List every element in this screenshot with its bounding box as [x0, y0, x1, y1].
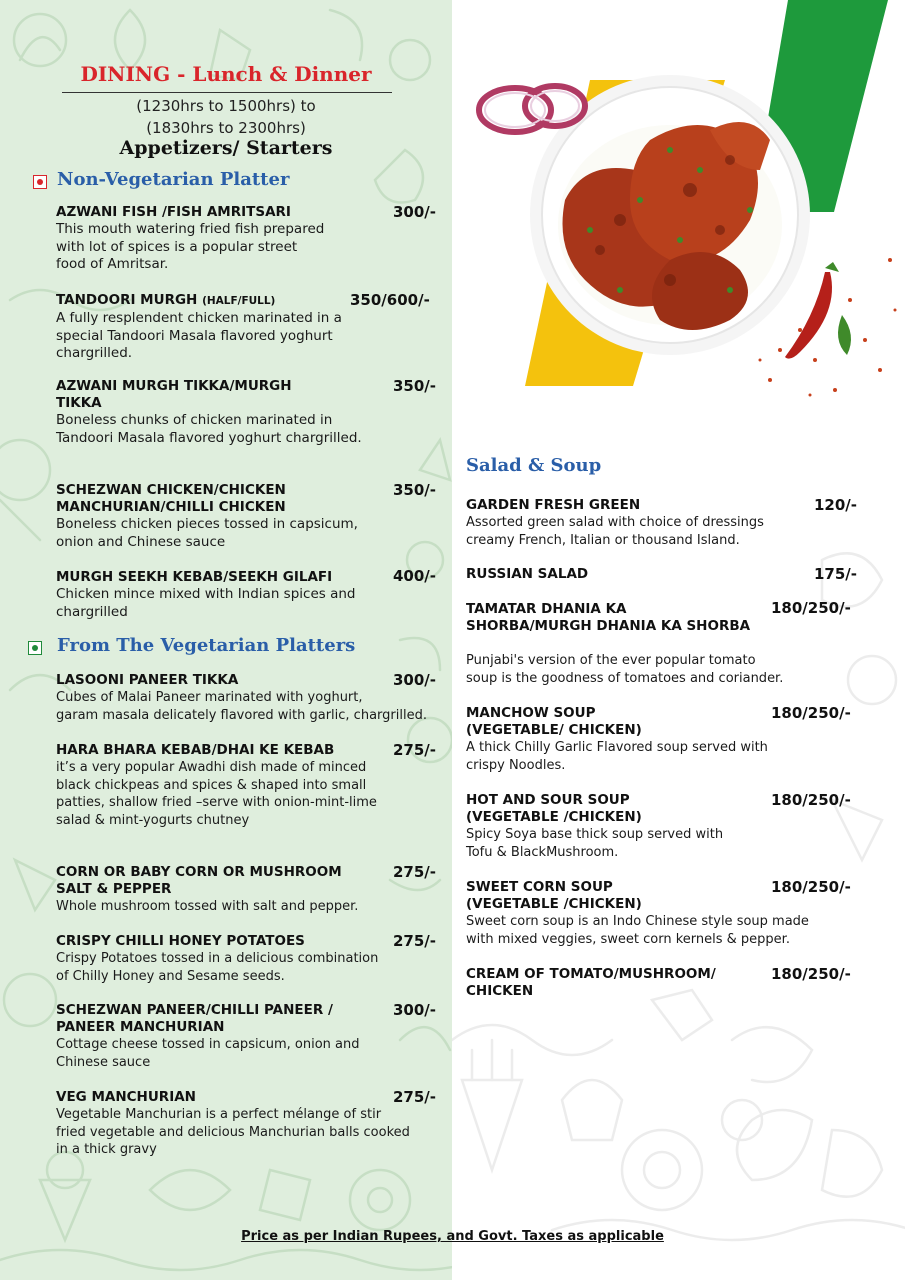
- item-name: MANCHOW SOUP (VEGETABLE/ CHICKEN): [466, 705, 642, 738]
- left-panel: [0, 0, 452, 1280]
- menu-item: [56, 672, 451, 724]
- menu-item: [56, 933, 446, 985]
- item-name: CORN OR BABY CORN OR MUSHROOM SALT & PEPPER: [56, 864, 342, 897]
- non-veg-symbol-icon: [33, 175, 47, 189]
- item-name: AZWANI MURGH TIKKA/MURGH TIKKA: [56, 378, 292, 411]
- item-name: GARDEN FRESH GREEN: [466, 497, 641, 513]
- item-name: RUSSIAN SALAD: [466, 566, 589, 582]
- veg-symbol-icon: [28, 641, 42, 655]
- item-name: SCHEZWAN PANEER/CHILLI PANEER / PANEER MANCHURIAN: [56, 1002, 333, 1035]
- item-name-suffix: (HALF/FULL): [202, 295, 276, 307]
- menu-item: [56, 864, 446, 916]
- menu-item: [56, 1089, 446, 1159]
- item-price: 180/250/-: [771, 791, 851, 809]
- item-price: 350/-: [393, 377, 437, 395]
- menu-item: [56, 1002, 446, 1071]
- item-name: LASOONI PANEER TIKKA: [56, 672, 239, 688]
- item-name: MURGH SEEKH KEBAB/SEEKH GILAFI: [56, 569, 333, 585]
- item-description: Punjabi's version of the ever popular tomato soup is the goodness of tomatoes and coriander.: [466, 653, 784, 686]
- item-description: A fully resplendent chicken marinated in a special Tandoori Masala flavored yoghurt chargrilled.: [56, 310, 342, 361]
- item-price: 180/250/-: [771, 965, 851, 983]
- item-name: VEG MANCHURIAN: [56, 1089, 196, 1105]
- item-name: CRISPY CHILLI HONEY POTATOES: [56, 933, 305, 949]
- menu-item: [56, 482, 446, 551]
- item-price: 350/-: [393, 481, 437, 499]
- item-description: Assorted green salad with choice of dressings creamy French, Italian or thousand Island.: [466, 515, 764, 548]
- title-divider: [62, 92, 392, 93]
- tandoori-chicken-plate-image: [470, 0, 905, 420]
- item-name: HARA BHARA KEBAB/DHAI KE KEBAB: [56, 742, 335, 758]
- item-name-text: TANDOORI MURGH: [56, 292, 198, 308]
- item-name: CREAM OF TOMATO/MUSHROOM/ CHICKEN: [466, 966, 716, 999]
- item-price: 300/-: [393, 671, 437, 689]
- menu-subheading: Appetizers/ Starters: [119, 137, 333, 159]
- item-price: 275/-: [393, 1088, 437, 1106]
- item-description: Cubes of Malai Paneer marinated with yoghurt, garam masala delicately flavored with garlic, chargrilled.: [56, 690, 427, 723]
- item-description: Sweet corn soup is an Indo Chinese style soup made with mixed veggies, sweet corn kernels & pepper.: [466, 914, 809, 947]
- item-price: 120/-: [814, 496, 858, 514]
- item-name: SWEET CORN SOUP (VEGETABLE /CHICKEN): [466, 879, 642, 912]
- item-price: 275/-: [393, 932, 437, 950]
- menu-item: [56, 742, 446, 829]
- hours-line-2: (1830hrs to 2300hrs): [146, 119, 306, 137]
- item-description: A thick Chilly Garlic Flavored soup served with crispy Noodles.: [466, 740, 768, 773]
- menu-item: [466, 497, 866, 549]
- item-description: Vegetable Manchurian is a perfect mélange of stir fried vegetable and delicious Manchurian balls cooked in a thick gravy: [56, 1107, 410, 1157]
- item-description: Spicy Soya base thick soup served with Tofu & BlackMushroom.: [466, 827, 724, 860]
- menu-item: [466, 566, 866, 583]
- menu-item: [56, 378, 451, 447]
- item-price: 350/600/-: [350, 291, 430, 309]
- item-description: it’s a very popular Awadhi dish made of minced black chickpeas and spices & shaped into small patties, shallow fried –serve with onion-mint-lime salad & mint-yogurts chutney: [56, 760, 377, 828]
- item-description: Whole mushroom tossed with salt and pepper.: [56, 899, 359, 914]
- hours-line-1: (1230hrs to 1500hrs) to: [136, 97, 316, 115]
- item-name: TAMATAR DHANIA KA SHORBA/MURGH DHANIA KA SHORBA: [466, 601, 751, 634]
- page-title: DINING - Lunch & Dinner: [80, 62, 372, 86]
- item-description: Chicken mince mixed with Indian spices and chargrilled: [56, 586, 356, 620]
- item-name: AZWANI FISH /FISH AMRITSARI: [56, 204, 291, 220]
- item-price: 300/-: [393, 203, 437, 221]
- item-price: 400/-: [393, 567, 437, 585]
- item-description: Boneless chunks of chicken marinated in Tandoori Masala flavored yoghurt chargrilled.: [56, 412, 362, 446]
- item-price: 180/250/-: [771, 704, 851, 722]
- item-description: Boneless chicken pieces tossed in capsicum, onion and Chinese sauce: [56, 516, 358, 550]
- item-price: 300/-: [393, 1001, 437, 1019]
- price-disclaimer: Price as per Indian Rupees, and Govt. Taxes as applicable: [241, 1229, 664, 1244]
- menu-item: [56, 204, 446, 274]
- item-description: Cottage cheese tossed in capsicum, onion and Chinese sauce: [56, 1037, 360, 1070]
- section-title-salad-soup: Salad & Soup: [466, 455, 602, 476]
- item-price: 275/-: [393, 741, 437, 759]
- item-description: Crispy Potatoes tossed in a delicious combination of Chilly Honey and Sesame seeds.: [56, 951, 379, 984]
- item-description: This mouth watering fried fish prepared with lot of spices is a popular street food of Amritsar.: [56, 221, 325, 272]
- item-price: 180/250/-: [771, 878, 851, 896]
- item-name: HOT AND SOUR SOUP (VEGETABLE /CHICKEN): [466, 792, 642, 825]
- section-title-veg: From The Vegetarian Platters: [57, 635, 356, 656]
- item-price: 275/-: [393, 863, 437, 881]
- section-title-non-veg: Non-Vegetarian Platter: [57, 169, 290, 190]
- menu-item: [56, 569, 446, 621]
- item-price: 175/-: [814, 565, 858, 583]
- item-name: SCHEZWAN CHICKEN/CHICKEN MANCHURIAN/CHILLI CHICKEN: [56, 482, 286, 515]
- item-price: 180/250/-: [771, 599, 851, 617]
